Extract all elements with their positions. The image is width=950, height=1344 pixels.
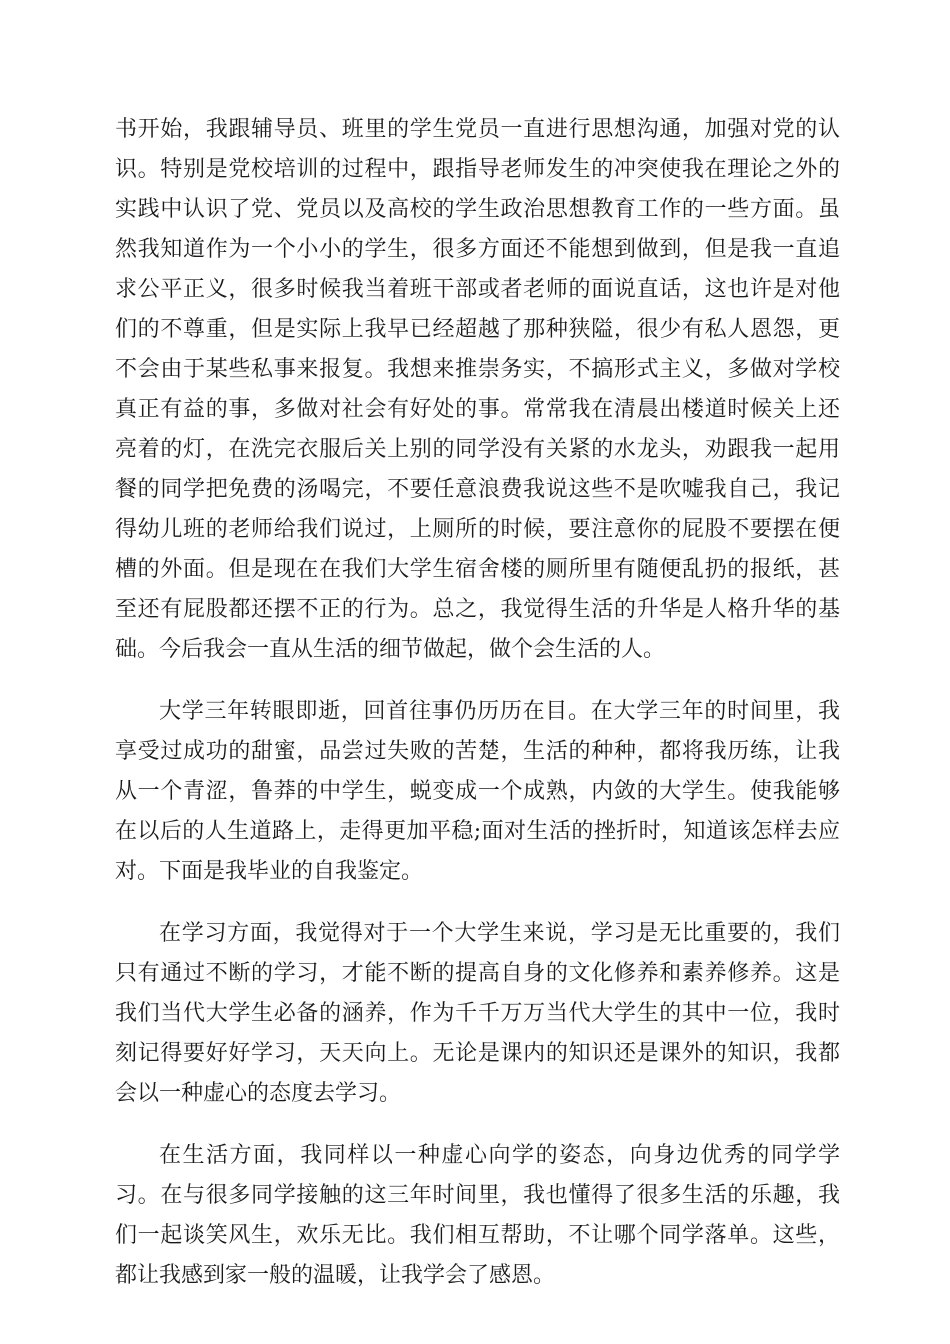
document-body [115,110,840,1318]
paragraph-1: 书开始，我跟辅导员、班里的学生党员一直进行思想沟通，加强对党的认识。特别是党校培训的过程中，跟指导老师发生的冲突使我在理论之外的实践中认识了党、党员以及高校的学生政治思想教育工作的一些方面。虽然我知道作为一个小小的学生，很多方面还不能想到做到，但是我一直追求公平正义，很多时候我当着班干部或者老师的面说直话，这也许是对他们的不尊重，但是实际上我早已经超越了那种狭隘，很少有私人恩怨，更不会由于某些私事来报复。我想来推崇务实，不搞形式主义，多做对学校真正有益的事，多做对社会有好处的事。常常我在清晨出楼道时候关上还亮着的灯，在洗完衣服后关上别的同学没有关紧的水龙头，劝跟我一起用餐的同学把免费的汤喝完，不要任意浪费我说这些不是吹嘘我自己，我记得幼儿班的老师给我们说过，上厕所的时候，要注意你的屁股不要摆在便槽的外面。但是现在在我们大学生宿舍楼的厕所里有随便乱扔的报纸，甚至还有屁股都还摆不正的行为。总之，我觉得生活的升华是人格升华的基础。今后我会一直从生活的细节做起，做个会生活的人。 [115,117,840,662]
paragraph-4: 在生活方面，我同样以一种虚心向学的姿态，向身边优秀的同学学习。在与很多同学接触的这三年时间里，我也懂得了很多生活的乐趣，我们一起谈笑风生，欢乐无比。我们相互帮助，不让哪个同学落单。这些，都让我感到家一般的温暖，让我学会了感恩。 [115,1143,840,1288]
paragraph-2: 大学三年转眼即逝，回首往事仍历历在目。在大学三年的时间里，我享受过成功的甜蜜，品尝过失败的苦楚，生活的种种，都将我历练，让我从一个青涩，鲁莽的中学生，蜕变成一个成熟，内敛的大学生。使我能够在以后的人生道路上，走得更加平稳;面对生活的挫折时，知道该怎样去应对。下面是我毕业的自我鉴定。 [115,699,840,884]
paragraph-3: 在学习方面，我觉得对于一个大学生来说，学习是无比重要的，我们只有通过不断的学习，才能不断的提高自身的文化修养和素养修养。这是我们当代大学生必备的涵养，作为千千万万当代大学生的其中一位，我时刻记得要好好学习，天天向上。无论是课内的知识还是课外的知识，我都会以一种虚心的态度去学习。 [115,921,840,1106]
